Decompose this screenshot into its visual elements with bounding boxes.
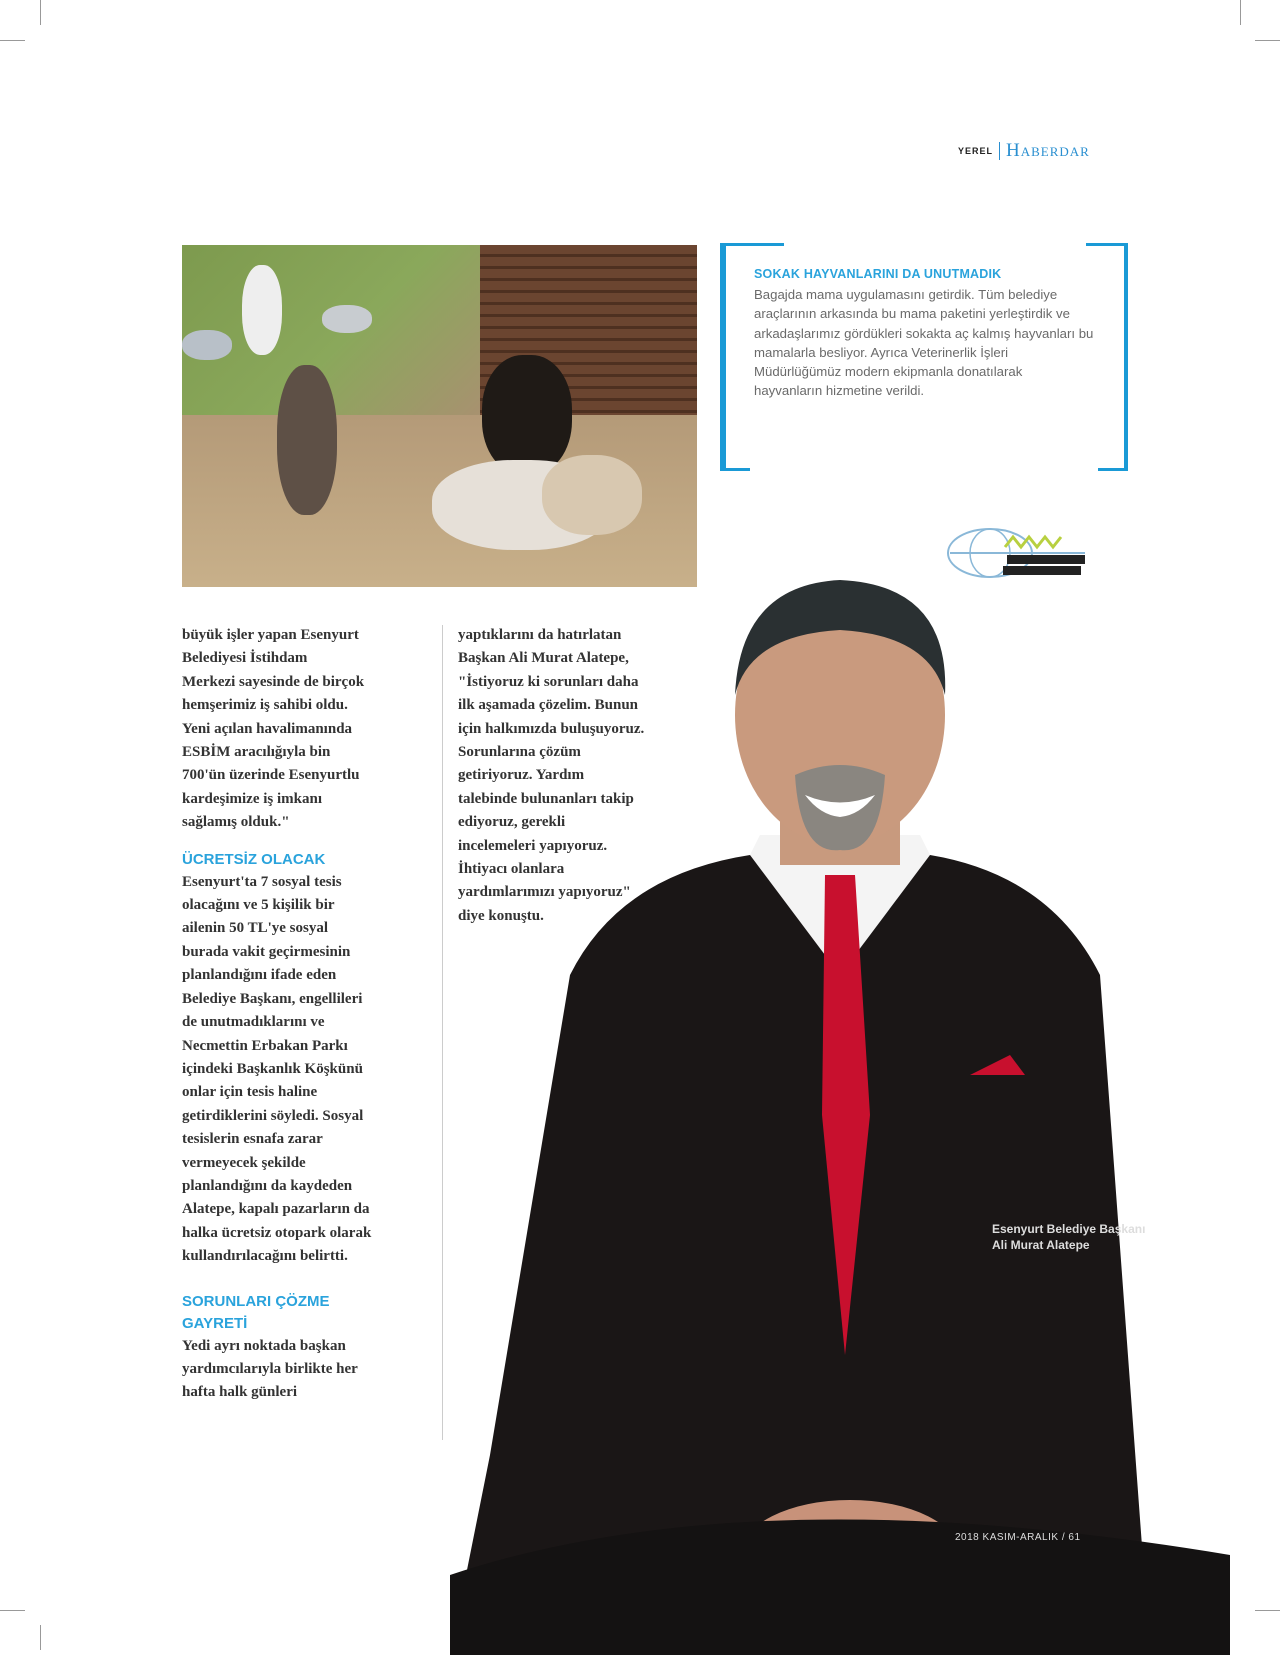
column-divider [442, 625, 443, 1440]
running-header [958, 140, 1090, 162]
header-divider [999, 142, 1000, 160]
dog [277, 365, 337, 515]
crop-mark [1255, 40, 1280, 41]
paragraph: büyük işler yapan Esenyurt Belediyesi İstihdam Merkezi sayesinde de birçok hemşerimiz iş sahibi oldu. Yeni açılan havalimanında ESBİM aracılığıyla bin 700'ün üzerinde Esenyurtlu kardeşimize iş imkanı sağlamış olduk." [182, 627, 365, 831]
sidebar-box [720, 243, 1128, 471]
crop-mark [1255, 1610, 1280, 1611]
section-label: YEREL [958, 146, 994, 156]
article-column-1 [182, 624, 432, 1405]
crop-mark [1240, 0, 1241, 25]
paragraph: Esenyurt'ta 7 sosyal tesis olacağını ve 5 kişilik bir ailenin 50 TL'ye sosyal burada vakit geçirmesinin planlandığını ifade eden Belediye Başkanı, engellileri de unutmadıklarını ve Necmettin Erbakan Parkı içindeki Başkanlık Köşkünü onlar için tesis haline getirdiklerini söyledi. Sosyal tesislerin esnafa zarar vermeyecek şekilde planlandığını da kaydeden Alatepe, kapalı pazarların da halka ücretsiz otopark olarak kullandırılacağını belirtti. [182, 873, 372, 1265]
sidebar-title: SOKAK HAYVANLARINI DA UNUTMADIK [754, 267, 1002, 281]
sidebar-body: Bagajda mama uygulamasını getirdik. Tüm belediye araçlarının arkasında bu mama paketini yerleştirdik ve arkadaşlarımız gördükleri sokakta aç kalmış hayvanları bu mamalarla besliyor. Ayrıca Veterinerlik İşleri Müdürlüğümüz modern ekipmanla donatılarak hayvanların hizmetine verildi. [754, 287, 1094, 399]
dog [542, 455, 642, 535]
crop-mark [40, 1625, 41, 1650]
dog [182, 330, 232, 360]
page-footer: 2018 KASIM-ARALIK / 61 [955, 1532, 1081, 1543]
crop-mark [0, 40, 25, 41]
subheading-problems: SORUNLARI ÇÖZME GAYRETİ [182, 1292, 330, 1332]
bowl [322, 305, 372, 333]
paragraph: yaptıklarını da hatırlatan Başkan Ali Murat Alatepe, "İstiyoruz ki sorunları daha ilk aşamada çözelim. Bunun için halkımızda buluşuyoruz. Sorunlarına çözüm getiriyoruz. Yardım talebinde bulunanları takip ediyoruz, gerekli incelemeleri yapıyoruz. İhtiyacı olanlara yardımlarımızı yapıyoruz" diye konuştu. [458, 627, 645, 924]
dogs-photo [182, 245, 697, 587]
crop-mark [0, 1610, 25, 1611]
mayor-portrait [450, 555, 1230, 1655]
dog [242, 265, 282, 355]
crop-mark [40, 0, 41, 25]
paragraph: Yedi ayrı noktada başkan yardımcılarıyla birlikte her hafta halk günleri [182, 1337, 358, 1401]
photo-caption: Esenyurt Belediye Başkanı Ali Murat Alatepe [992, 1222, 1146, 1252]
subheading-free: ÜCRETSİZ OLACAK [182, 850, 326, 868]
dog [482, 355, 572, 475]
magazine-name: Haberdar [1006, 140, 1090, 161]
